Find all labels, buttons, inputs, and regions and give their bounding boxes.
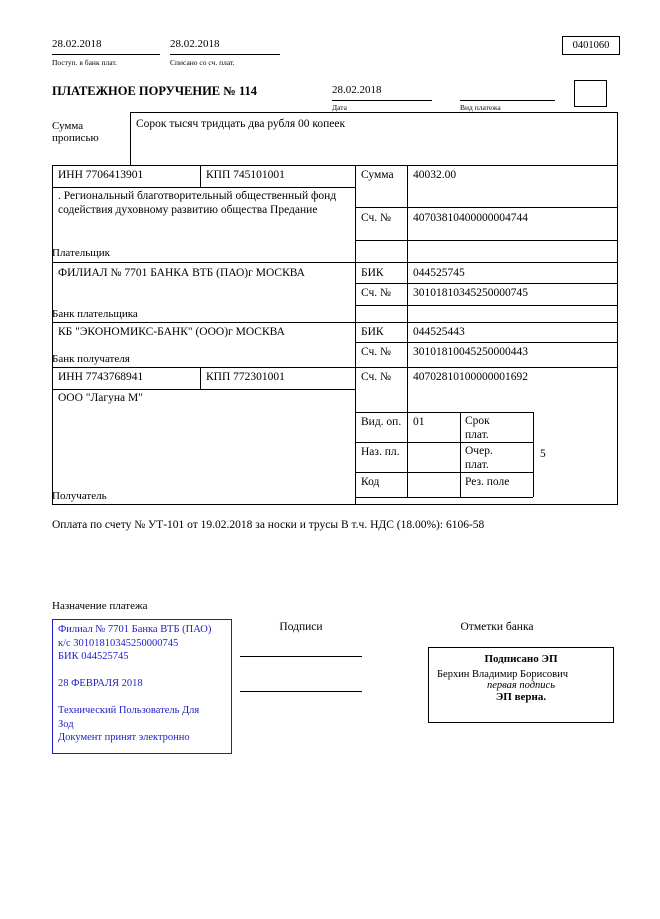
payee-bank-account-label: Сч. №	[361, 346, 392, 358]
payee-account: 40702810100000001692	[413, 371, 528, 383]
payee-bank-caption: Банк получателя	[52, 353, 130, 365]
payer-kpp: КПП 745101001	[206, 169, 285, 181]
payee-account-label: Сч. №	[361, 371, 392, 383]
op-type-label: Вид. оп.	[361, 416, 402, 428]
table-line	[52, 367, 618, 368]
form-code-box	[562, 36, 620, 55]
stamp-line: Документ принят электронно	[58, 732, 190, 743]
payee-name: ООО "Лагуна М"	[58, 392, 143, 404]
purpose-code-label: Наз. пл.	[361, 446, 400, 458]
payer-bank-name: ФИЛИАЛ № 7701 БАНКА ВТБ (ПАО)г МОСКВА	[58, 267, 305, 279]
debited-date-label: Списано со сч. плат.	[170, 58, 235, 67]
payee-kpp: КПП 772301001	[206, 371, 285, 383]
table-line	[355, 497, 533, 498]
stamp-line: Филиал № 7701 Банка ВТБ (ПАО)	[58, 624, 212, 635]
esign-stamp-box	[428, 647, 614, 723]
document-date: 28.02.2018	[332, 84, 432, 101]
table-line	[52, 389, 355, 390]
table-line	[52, 322, 618, 323]
debited-date: 28.02.2018	[170, 38, 280, 55]
amount-in-words: Сорок тысяч тридцать два рубля 00 копеек	[136, 118, 346, 130]
payee-bank-bik-label: БИК	[361, 326, 384, 338]
form-code: 0401060	[572, 40, 610, 51]
table-line	[200, 165, 201, 187]
reserve-field-label: Рез. поле	[465, 476, 510, 488]
priority-box	[574, 80, 607, 107]
table-line	[355, 283, 618, 284]
payer-caption: Плательщик	[52, 247, 110, 259]
esign-kind: первая подпись	[486, 680, 555, 691]
signature-line	[240, 656, 362, 657]
table-line	[355, 412, 533, 413]
table-line	[52, 262, 618, 263]
code-label: Код	[361, 476, 380, 488]
bank-electronic-stamp	[52, 619, 232, 754]
payee-bank-bik: 044525443	[413, 326, 465, 338]
op-type-value: 01	[413, 416, 425, 428]
document-date-label: Дата	[332, 103, 347, 112]
table-line	[533, 412, 534, 497]
payer-bank-bik: 044525745	[413, 267, 465, 279]
stamp-line: БИК 044525745	[58, 651, 129, 662]
payee-bank-account: 30101810045250000443	[413, 346, 528, 358]
payment-purpose-caption: Назначение платежа	[52, 600, 148, 612]
table-line	[460, 412, 461, 497]
table-line	[355, 305, 618, 306]
payer-bank-bik-label: БИК	[361, 267, 384, 279]
table-line	[407, 165, 408, 497]
esign-title: Подписано ЭП	[484, 653, 558, 665]
payer-bank-caption: Банк плательщика	[52, 308, 138, 320]
stamp-line: 28 ФЕВРАЛЯ 2018	[58, 678, 143, 689]
amount-in-words-label: Сумма прописью	[52, 120, 99, 144]
signatures-label: Подписи	[279, 621, 323, 633]
payer-bank-account: 30101810345250000745	[413, 287, 528, 299]
document-title: ПЛАТЕЖНОЕ ПОРУЧЕНИЕ № 114	[52, 84, 258, 98]
table-line	[52, 187, 355, 188]
payer-bank-account-label: Сч. №	[361, 287, 392, 299]
table-line	[355, 207, 618, 208]
sum-label: Сумма	[361, 169, 394, 181]
table-line	[355, 442, 533, 443]
due-date-label: Срок плат.	[465, 415, 490, 441]
stamp-line: к/с 30101810345250000745	[58, 637, 179, 649]
payment-type-label: Вид платежа	[460, 103, 501, 112]
payee-caption: Получатель	[52, 490, 107, 502]
sum-value: 40032.00	[413, 169, 457, 181]
esign-verdict: ЭП верна.	[495, 691, 547, 703]
payee-inn: ИНН 7743768941	[58, 371, 144, 383]
table-line	[200, 367, 201, 389]
signature-line	[240, 691, 362, 692]
priority-value: 5	[540, 448, 546, 460]
stamp-line	[58, 664, 226, 678]
table-line	[355, 342, 618, 343]
received-date: 28.02.2018	[52, 38, 160, 55]
stamp-line	[58, 691, 226, 705]
received-date-label: Поступ. в банк плат.	[52, 58, 117, 67]
payee-bank-name: КБ "ЭКОНОМИКС-БАНК" (ООО)г МОСКВА	[58, 326, 285, 338]
table-line	[355, 472, 533, 473]
payer-inn: ИНН 7706413901	[58, 169, 144, 181]
payment-type-underline	[460, 84, 555, 101]
payment-purpose-text: Оплата по счету № УТ-101 от 19.02.2018 за носки и трусы В т.ч. НДС (18.00%): 6106-58	[52, 519, 485, 531]
table-line	[355, 240, 618, 241]
bank-marks-label: Отметки банка	[460, 621, 534, 633]
esign-signer-name: Берхин Владимир Борисович	[437, 669, 568, 680]
stamp-line: Зод	[58, 718, 74, 730]
payer-account-label: Сч. №	[361, 212, 392, 224]
stamp-line: Технический Пользователь Для	[58, 705, 200, 716]
table-line	[355, 165, 356, 505]
payer-account: 40703810400000004744	[413, 212, 528, 224]
priority-label: Очер. плат.	[465, 445, 493, 471]
payer-name: . Региональный благотворительный общественный фонд содействия духовному развитию общества Предание	[58, 190, 337, 216]
